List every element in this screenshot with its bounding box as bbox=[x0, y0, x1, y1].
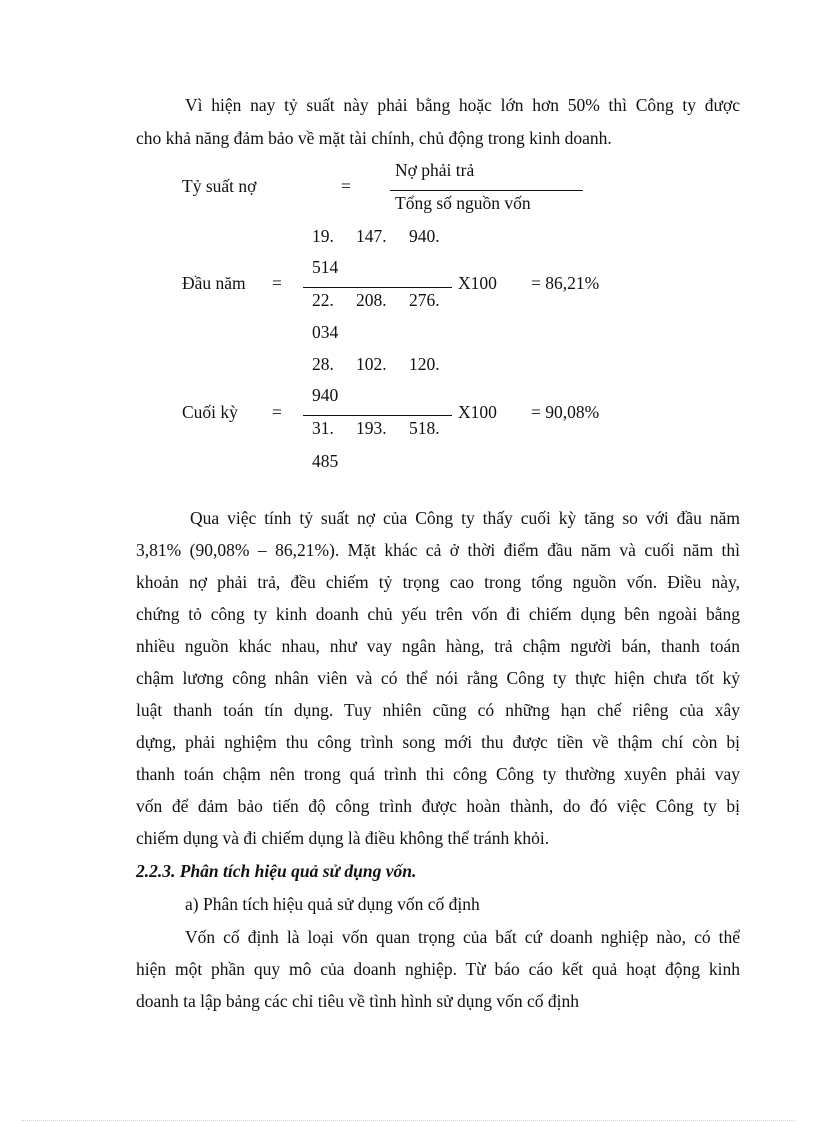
ratio-numerator: Nợ phải trả bbox=[395, 160, 475, 180]
analysis-line-1: Qua việc tính tỷ suất nợ của Công ty thấy cuối kỳ tăng so với đầu năm bbox=[190, 508, 740, 528]
start-denominator-part-3: 276. bbox=[409, 290, 440, 310]
start-numerator-part-3: 940. bbox=[409, 226, 440, 246]
intro-line-2: cho khả năng đảm bảo về mặt tài chính, chủ động trong kinh doanh. bbox=[136, 128, 612, 148]
start-numerator-part-2: 147. bbox=[356, 226, 387, 246]
analysis-line-4: chứng tỏ công ty kinh doanh chủ yếu trên vốn đi chiếm dụng bên ngoài bằng bbox=[136, 604, 740, 624]
end-numerator-part-3: 120. bbox=[409, 354, 440, 374]
end-equals: = bbox=[272, 402, 282, 422]
ratio-label: Tỷ suất nợ bbox=[182, 176, 257, 196]
start-equals: = bbox=[272, 273, 282, 293]
end-numerator-tail: 940 bbox=[312, 385, 339, 405]
start-denominator-part-1: 22. bbox=[312, 290, 334, 310]
start-denominator-part-2: 208. bbox=[356, 290, 387, 310]
analysis-line-9: thanh toán chậm nên trong quá trình thi công Công ty thường xuyên phải vay bbox=[136, 764, 740, 784]
analysis-line-8: dựng, phải nghiệm thu công trình song mới thu được tiền về thậm chí còn bị bbox=[136, 732, 740, 752]
analysis-line-3: khoản nợ phải trả, đều chiếm tỷ trọng cao trong tổng nguồn vốn. Điều này, bbox=[136, 572, 740, 592]
analysis-line-10: vốn để đảm bảo tiến độ công trình được hoàn thành, do đó việc Công ty bị bbox=[136, 796, 740, 816]
start-numerator-part-1: 19. bbox=[312, 226, 334, 246]
analysis-line-2: 3,81% (90,08% – 86,21%). Mặt khác cả ở thời điểm đầu năm và cuối năm thì bbox=[136, 540, 740, 560]
subsection-heading: a) Phân tích hiệu quả sử dụng vốn cố định bbox=[185, 894, 480, 914]
analysis-line-6: chậm lương công nhân viên và có thể nói rằng Công ty thực hiện chưa tốt kỷ bbox=[136, 668, 740, 688]
start-denominator-tail: 034 bbox=[312, 322, 339, 342]
end-denominator-part-1: 31. bbox=[312, 418, 334, 438]
start-result: = 86,21% bbox=[531, 273, 600, 293]
closing-line-2: hiện một phần quy mô của doanh nghiệp. Từ báo cáo kết quả hoạt động kinh bbox=[136, 959, 740, 979]
end-denominator-part-2: 193. bbox=[356, 418, 387, 438]
end-numerator-part-1: 28. bbox=[312, 354, 334, 374]
ratio-denominator: Tổng số nguồn vốn bbox=[395, 193, 531, 213]
end-denominator-part-3: 518. bbox=[409, 418, 440, 438]
start-numerator-tail: 514 bbox=[312, 257, 339, 277]
ratio-equals: = bbox=[341, 176, 351, 196]
end-result: = 90,08% bbox=[531, 402, 600, 422]
end-numerator-part-2: 102. bbox=[356, 354, 387, 374]
analysis-line-5: nhiều nguồn khác nhau, như vay ngân hàng, trả chậm người bán, thanh toán bbox=[136, 636, 740, 656]
ratio-fraction-bar bbox=[390, 190, 583, 191]
closing-line-3: doanh ta lập bảng các chỉ tiêu về tình hình sử dụng vốn cố định bbox=[136, 991, 579, 1011]
analysis-line-7: luật thanh toán tín dụng. Tuy nhiên cũng có những hạn chế riêng của xây bbox=[136, 700, 740, 720]
analysis-line-11: chiếm dụng và đi chiếm dụng là điều không thể tránh khỏi. bbox=[136, 828, 550, 848]
intro-line-1: Vì hiện nay tỷ suất này phải bằng hoặc lớn hơn 50% thì Công ty được bbox=[185, 95, 740, 115]
start-fraction-bar bbox=[303, 287, 452, 288]
start-label: Đầu năm bbox=[182, 273, 246, 293]
end-multiplier: X100 bbox=[458, 402, 497, 422]
closing-line-1: Vốn cố định là loại vốn quan trọng của bất cứ doanh nghiệp nào, có thể bbox=[185, 927, 740, 947]
end-label: Cuối kỳ bbox=[182, 402, 238, 422]
page-bottom-edge bbox=[22, 1120, 794, 1121]
section-heading: 2.2.3. Phân tích hiệu quả sử dụng vốn. bbox=[136, 861, 417, 881]
end-fraction-bar bbox=[303, 415, 452, 416]
end-denominator-tail: 485 bbox=[312, 451, 339, 471]
start-multiplier: X100 bbox=[458, 273, 497, 293]
